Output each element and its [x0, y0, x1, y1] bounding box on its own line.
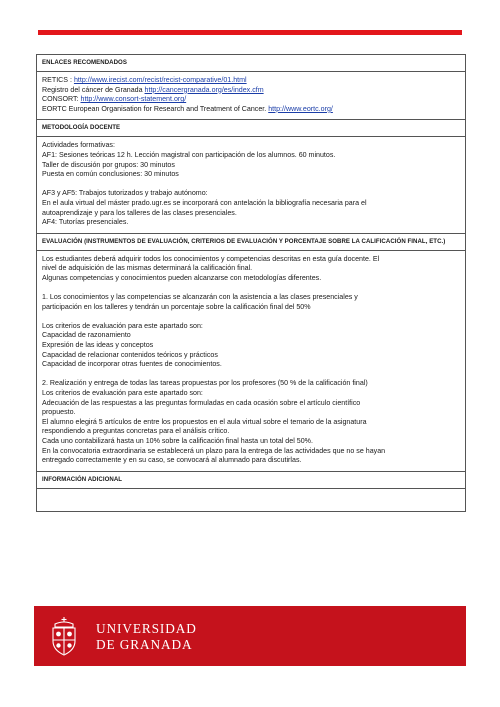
evaluacion-line: 1. Los conocimientos y las competencias se alcanzarán con la asistencia a las clases presenciales y — [42, 293, 358, 302]
link-prefix: CONSORT: — [42, 95, 81, 104]
evaluacion-line — [42, 284, 460, 294]
evaluacion-line: entregado correctamente y en su caso, se convocará al alumnado para discutirlas. — [42, 456, 302, 465]
metodologia-line: Taller de discusión por grupos: 30 minutos — [42, 160, 175, 169]
eortc-link[interactable]: http://www.eortc.org/ — [268, 104, 333, 113]
section-body-metodologia — [37, 137, 465, 233]
section-body-adicional — [37, 489, 465, 511]
metodologia-line: En el aula virtual del máster prado.ugr.es se incorporará con antelación la bibliografía necesaria para el — [42, 198, 367, 207]
evaluacion-line: 2. Realización y entrega de todas las tareas propuestas por los profesores (50 % de la calificación final) — [42, 379, 368, 388]
evaluacion-line: Capacidad de relacionar contenidos teóricos y prácticos — [42, 350, 218, 359]
metodologia-line: autoaprendizaje y para los talleres de las clases presenciales. — [42, 208, 237, 217]
evaluacion-line: Cada uno contabilizará hasta un 10% sobre la calificación final hasta un total del 50%. — [42, 437, 313, 445]
evaluacion-line: Algunas competencias y conocimientos pueden alcanzarse con metodologías diferentes. — [42, 273, 322, 282]
metodologia-line: AF1: Sesiones teóricas 12 h. Lección magistral con participación de los alumnos. 60 minutos. — [42, 150, 336, 159]
evaluacion-line: Los criterios de evaluación para este apartado son: — [42, 389, 203, 398]
evaluacion-line: propuesto. — [42, 408, 76, 417]
consort-link[interactable]: http://www.consort-statement.org/ — [80, 95, 187, 104]
metodologia-line — [42, 180, 460, 190]
evaluacion-line — [42, 312, 460, 322]
metodologia-line: AF3 y AF5: Trabajos tutorizados y trabajo autónomo: — [42, 189, 208, 198]
link-prefix: EORTC European Organisation for Research and Treatment of Cancer. — [42, 104, 269, 113]
registro-cancer-link[interactable]: http://cancergranada.org/es/index.cfm — [144, 85, 264, 94]
evaluacion-line: Capacidad de razonamiento — [42, 331, 131, 340]
link-prefix: RETICS : — [42, 76, 74, 84]
evaluacion-line: Capacidad de incorporar otras fuentes de conocimientos. — [42, 360, 222, 369]
evaluacion-line: participación en los talleres y tendrán un porcentaje sobre la calificación final del 50% — [42, 302, 311, 311]
university-seal-icon — [46, 615, 82, 657]
section-title-adicional: INFORMACIÓN ADICIONAL — [37, 472, 465, 489]
link-line-retics — [42, 76, 460, 86]
retics-link[interactable]: http://www.irecist.com/recist/recist-comparative/01.html — [73, 76, 247, 84]
metodologia-line: AF4: Tutorías presenciales. — [42, 218, 129, 227]
link-line-registro — [42, 86, 460, 96]
university-name — [96, 621, 197, 653]
section-title-enlaces: ENLACES RECOMENDADOS — [37, 55, 465, 72]
university-footer-band — [34, 606, 466, 666]
evaluacion-line: nivel de adquisición de las mismas determinará la calificación final. — [42, 264, 253, 273]
section-title-evaluacion: EVALUACIÓN (INSTRUMENTOS DE EVALUACIÓN, CRITERIOS DE EVALUACIÓN Y PORCENTAJE SOBRE LA CALIFICACIÓN FINAL, ETC.) — [37, 234, 465, 251]
link-prefix: Registro del cáncer de Granada — [42, 85, 145, 94]
section-body-evaluacion — [37, 251, 465, 472]
section-body-enlaces — [37, 72, 465, 120]
evaluacion-line: respondiendo a preguntas concretas para el análisis crítico. — [42, 427, 230, 436]
course-guide-table — [36, 54, 466, 512]
link-line-consort — [42, 95, 460, 105]
metodologia-line: Actividades formativas: — [42, 141, 115, 150]
evaluacion-line: En la convocatoria extraordinaria se establecerá un plazo para la entrega de las actividades que no se hayan — [42, 446, 386, 455]
evaluacion-line: Adecuación de las respuestas a las preguntas formuladas en cada ocasión sobre el artículo científico — [42, 398, 361, 407]
evaluacion-line: El alumno elegirá 5 artículos de entre los propuestos en el aula virtual sobre el temario de la asignatura — [42, 417, 367, 426]
university-name-line2: DE GRANADA — [96, 637, 193, 652]
evaluacion-line — [42, 370, 460, 380]
link-line-eortc — [42, 105, 460, 115]
university-name-line1: UNIVERSIDAD — [96, 621, 197, 636]
evaluacion-line: Expresión de las ideas y conceptos — [42, 341, 154, 350]
top-red-rule — [38, 30, 462, 35]
evaluacion-line: Los estudiantes deberá adquirir todos los conocimientos y competencias descritas en esta guía docente. El — [42, 254, 380, 263]
section-title-metodologia: METODOLOGÍA DOCENTE — [37, 120, 465, 137]
metodologia-line: Puesta en común conclusiones: 30 minutos — [42, 170, 179, 179]
evaluacion-line: Los criterios de evaluación para este apartado son: — [42, 321, 203, 330]
